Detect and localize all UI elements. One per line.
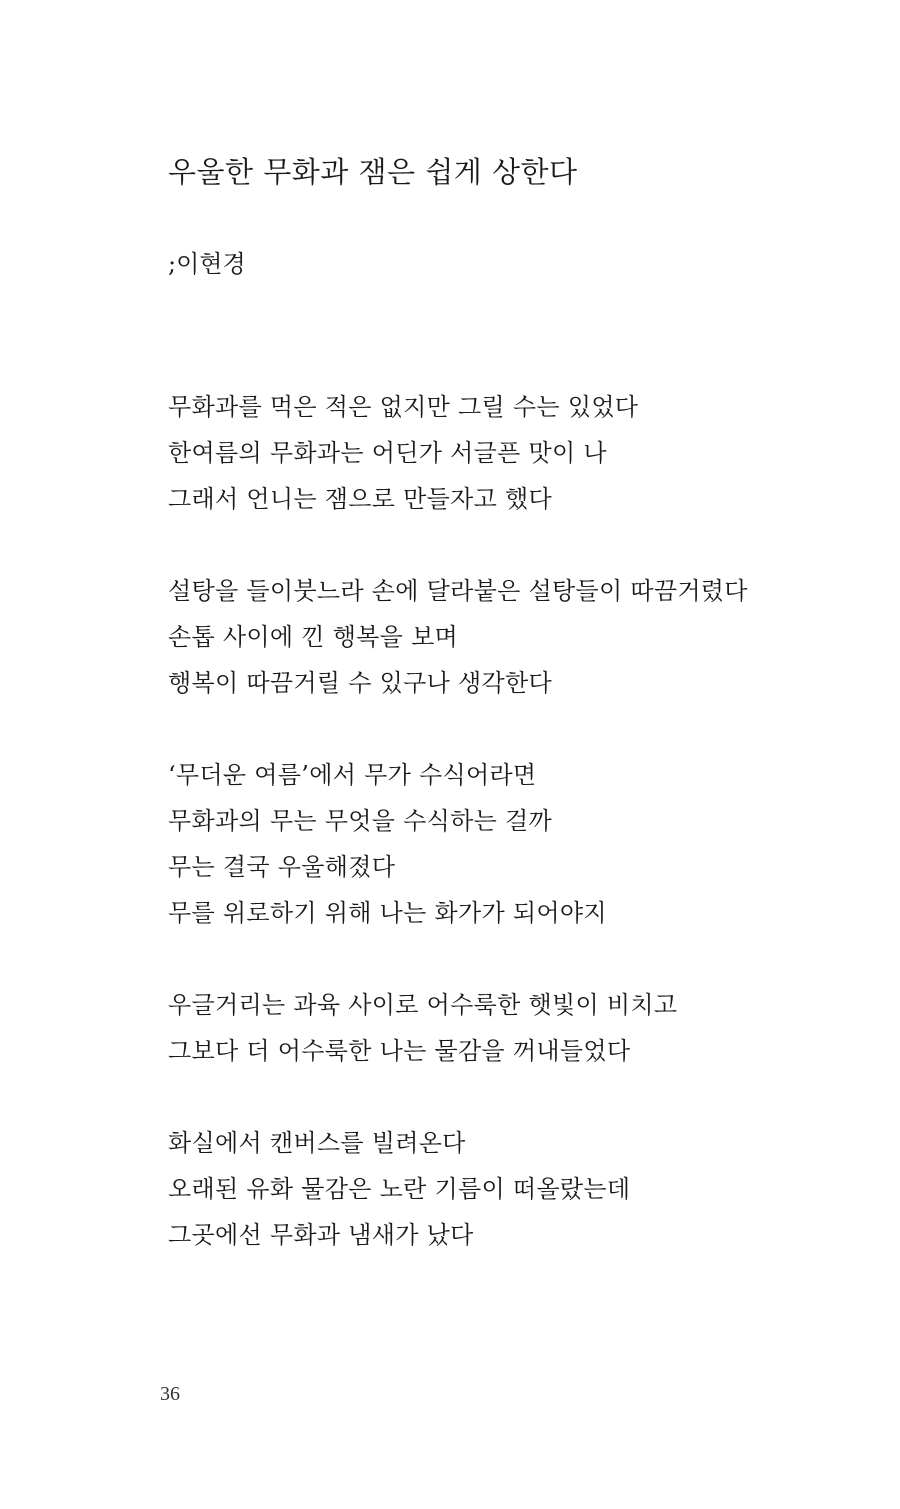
- poem-line: 우글거리는 과육 사이로 어수룩한 햇빛이 비치고: [168, 991, 678, 1019]
- poem-author: ;이현경: [168, 250, 246, 278]
- poem-line: 무화과를 먹은 적은 없지만 그릴 수는 있었다: [168, 393, 639, 421]
- poem-line: 오래된 유화 물감은 노란 기름이 떠올랐는데: [168, 1175, 631, 1203]
- poem-line: 설탕을 들이붓느라 손에 달라붙은 설탕들이 따끔거렸다: [168, 577, 748, 605]
- stanza: [168, 568, 868, 706]
- poem-line: 행복이 따끔거릴 수 있구나 생각한다: [168, 669, 552, 697]
- poem-title: 우울한 무화과 잼은 쉽게 상한다: [168, 155, 578, 189]
- poem-line: 그곳에선 무화과 냄새가 났다: [168, 1221, 474, 1249]
- poem-line: 화실에서 캔버스를 빌려온다: [168, 1129, 466, 1157]
- poem-line: ‘무더운 여름’에서 무가 수식어라면: [168, 761, 537, 789]
- poem-line: 한여름의 무화과는 어딘가 서글픈 맛이 나: [168, 439, 607, 467]
- page-number: 36: [160, 1383, 180, 1405]
- stanza: [168, 982, 868, 1074]
- poem-line: 무화과의 무는 무엇을 수식하는 걸까: [168, 807, 552, 835]
- poem-line: 그래서 언니는 잼으로 만들자고 했다: [168, 485, 552, 513]
- poem-line: 그보다 더 어수룩한 나는 물감을 꺼내들었다: [168, 1037, 631, 1065]
- poem-line: 무를 위로하기 위해 나는 화가가 되어야지: [168, 899, 607, 927]
- poem-line: 손톱 사이에 낀 행복을 보며: [168, 623, 459, 651]
- stanza: [168, 752, 868, 936]
- stanza: [168, 384, 868, 522]
- poem-line: 무는 결국 우울해졌다: [168, 853, 396, 881]
- poem-body: [168, 384, 868, 1304]
- stanza: [168, 1120, 868, 1258]
